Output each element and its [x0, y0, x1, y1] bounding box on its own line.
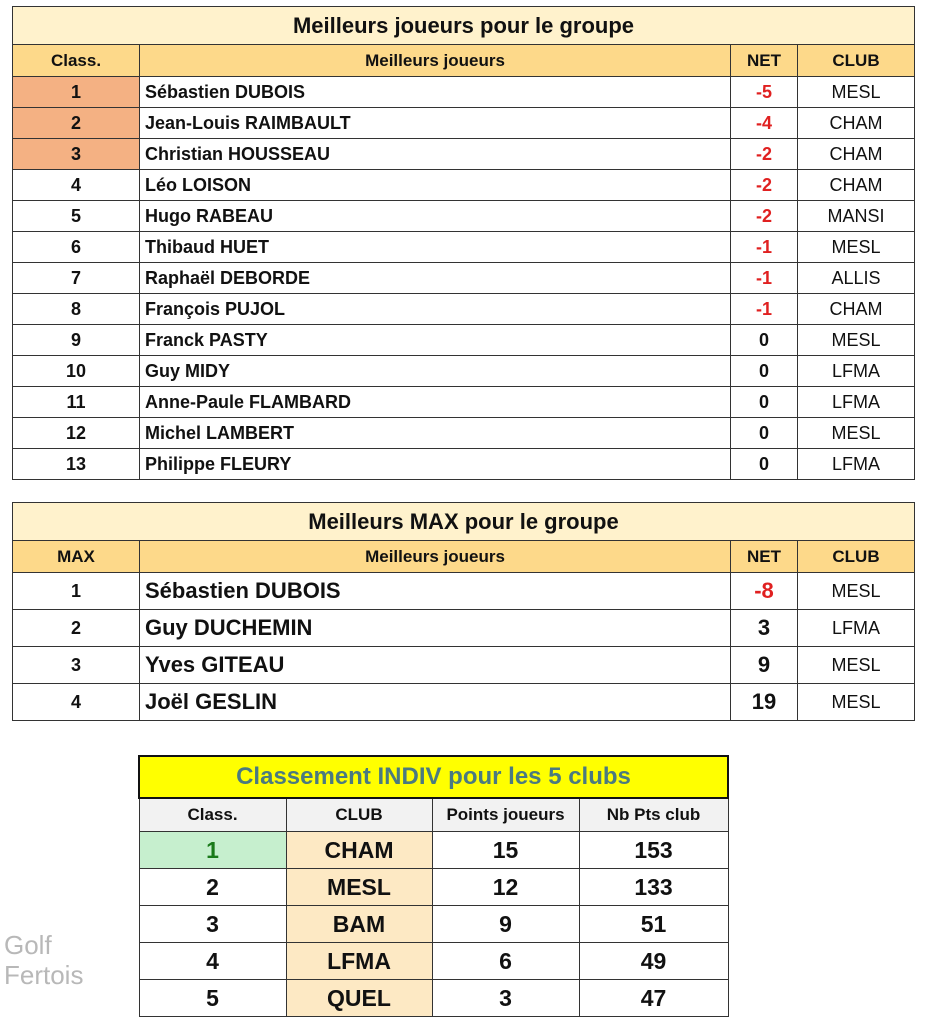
net-cell: 0	[731, 356, 798, 387]
player-points-cell: 12	[432, 869, 579, 906]
col-header: CLUB	[798, 45, 915, 77]
table-row	[139, 943, 728, 980]
player-name-cell: Thibaud HUET	[140, 232, 731, 263]
best-max-table	[12, 502, 915, 721]
player-name-cell: Anne-Paule FLAMBARD	[140, 387, 731, 418]
player-name-cell: Yves GITEAU	[140, 647, 731, 684]
club-cell: CHAM	[798, 294, 915, 325]
table-row	[13, 294, 915, 325]
table-row	[13, 387, 915, 418]
table-row	[13, 232, 915, 263]
rank-cell: 9	[13, 325, 140, 356]
player-name-cell: Christian HOUSSEAU	[140, 139, 731, 170]
club-cell: LFMA	[798, 387, 915, 418]
table-row	[13, 263, 915, 294]
player-name-cell: Michel LAMBERT	[140, 418, 731, 449]
table-row	[139, 906, 728, 943]
net-cell: -1	[731, 232, 798, 263]
table-row	[139, 832, 728, 869]
col-header: Meilleurs joueurs	[140, 45, 731, 77]
club-cell: MESL	[286, 869, 432, 906]
net-cell: -4	[731, 108, 798, 139]
rank-cell: 4	[13, 170, 140, 201]
col-header: CLUB	[798, 541, 915, 573]
table-row	[13, 610, 915, 647]
net-cell: 0	[731, 325, 798, 356]
net-cell: 0	[731, 449, 798, 480]
rank-cell: 1	[139, 832, 286, 869]
rank-cell: 10	[13, 356, 140, 387]
table-title: Meilleurs joueurs pour le groupe	[13, 7, 915, 45]
player-name-cell: François PUJOL	[140, 294, 731, 325]
rank-cell: 2	[139, 869, 286, 906]
table-row	[13, 356, 915, 387]
club-cell: MESL	[798, 325, 915, 356]
net-cell: -2	[731, 201, 798, 232]
best-players-table	[12, 6, 915, 480]
player-points-cell: 9	[432, 906, 579, 943]
player-points-cell: 6	[432, 943, 579, 980]
club-points-cell: 49	[579, 943, 728, 980]
col-header: NET	[731, 45, 798, 77]
rank-cell: 2	[13, 108, 140, 139]
player-name-cell: Hugo RABEAU	[140, 201, 731, 232]
table-row	[13, 647, 915, 684]
club-cell: BAM	[286, 906, 432, 943]
col-header: CLUB	[286, 798, 432, 832]
rank-cell: 4	[13, 684, 140, 721]
table-row	[13, 201, 915, 232]
club-cell: MESL	[798, 232, 915, 263]
table-row	[13, 139, 915, 170]
club-cell: CHAM	[798, 170, 915, 201]
player-name-cell: Léo LOISON	[140, 170, 731, 201]
player-points-cell: 3	[432, 980, 579, 1017]
club-cell: LFMA	[798, 449, 915, 480]
table-row	[139, 869, 728, 906]
table-row	[139, 980, 728, 1017]
club-cell: MESL	[798, 573, 915, 610]
rank-cell: 4	[139, 943, 286, 980]
table-row	[13, 573, 915, 610]
club-cell: MESL	[798, 77, 915, 108]
player-name-cell: Raphaël DEBORDE	[140, 263, 731, 294]
player-points-cell: 15	[432, 832, 579, 869]
table-row	[13, 449, 915, 480]
table-row	[13, 108, 915, 139]
rank-cell: 6	[13, 232, 140, 263]
rank-cell: 11	[13, 387, 140, 418]
table-row	[13, 684, 915, 721]
table-row	[13, 77, 915, 108]
net-cell: -1	[731, 294, 798, 325]
net-cell: 3	[731, 610, 798, 647]
net-cell: 0	[731, 387, 798, 418]
table-row	[13, 325, 915, 356]
col-header: Points joueurs	[432, 798, 579, 832]
rank-cell: 3	[139, 906, 286, 943]
rank-cell: 7	[13, 263, 140, 294]
club-cell: CHAM	[798, 108, 915, 139]
player-name-cell: Guy MIDY	[140, 356, 731, 387]
player-name-cell: Sébastien DUBOIS	[140, 77, 731, 108]
col-header: Class.	[139, 798, 286, 832]
rank-cell: 1	[13, 573, 140, 610]
net-cell: -8	[731, 573, 798, 610]
col-header: MAX	[13, 541, 140, 573]
watermark: Golf Fertois	[4, 930, 84, 990]
net-cell: 19	[731, 684, 798, 721]
club-cell: QUEL	[286, 980, 432, 1017]
rank-cell: 1	[13, 77, 140, 108]
net-cell: -2	[731, 139, 798, 170]
rank-cell: 3	[13, 139, 140, 170]
col-header: Meilleurs joueurs	[140, 541, 731, 573]
club-cell: MESL	[798, 684, 915, 721]
player-name-cell: Jean-Louis RAIMBAULT	[140, 108, 731, 139]
col-header: NET	[731, 541, 798, 573]
club-cell: MANSI	[798, 201, 915, 232]
club-points-cell: 133	[579, 869, 728, 906]
rank-cell: 5	[13, 201, 140, 232]
net-cell: -5	[731, 77, 798, 108]
rank-cell: 2	[13, 610, 140, 647]
club-cell: MESL	[798, 647, 915, 684]
player-name-cell: Guy DUCHEMIN	[140, 610, 731, 647]
net-cell: -2	[731, 170, 798, 201]
club-points-cell: 47	[579, 980, 728, 1017]
player-name-cell: Franck PASTY	[140, 325, 731, 356]
club-cell: ALLIS	[798, 263, 915, 294]
col-header: Class.	[13, 45, 140, 77]
club-cell: CHAM	[798, 139, 915, 170]
club-points-cell: 51	[579, 906, 728, 943]
club-cell: LFMA	[798, 610, 915, 647]
col-header: Nb Pts club	[579, 798, 728, 832]
table-row	[13, 418, 915, 449]
club-cell: MESL	[798, 418, 915, 449]
net-cell: -1	[731, 263, 798, 294]
table-title: Meilleurs MAX pour le groupe	[13, 503, 915, 541]
table-row	[13, 170, 915, 201]
rank-cell: 13	[13, 449, 140, 480]
player-name-cell: Joël GESLIN	[140, 684, 731, 721]
rank-cell: 5	[139, 980, 286, 1017]
player-name-cell: Philippe FLEURY	[140, 449, 731, 480]
club-points-cell: 153	[579, 832, 728, 869]
player-name-cell: Sébastien DUBOIS	[140, 573, 731, 610]
rank-cell: 12	[13, 418, 140, 449]
rank-cell: 3	[13, 647, 140, 684]
net-cell: 9	[731, 647, 798, 684]
net-cell: 0	[731, 418, 798, 449]
table-title: Classement INDIV pour les 5 clubs	[139, 756, 728, 798]
club-ranking-table	[138, 755, 729, 1017]
club-cell: LFMA	[798, 356, 915, 387]
club-cell: LFMA	[286, 943, 432, 980]
club-cell: CHAM	[286, 832, 432, 869]
rank-cell: 8	[13, 294, 140, 325]
